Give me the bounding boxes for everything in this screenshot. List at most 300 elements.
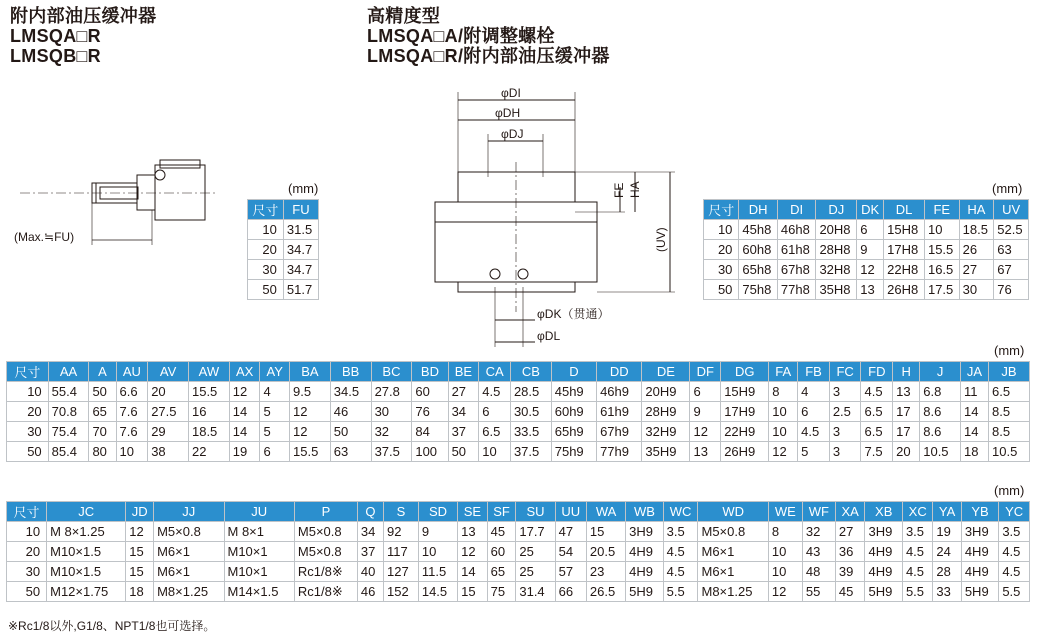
bottom-unit: (mm) <box>994 483 1025 498</box>
table-cell: 7.5 <box>861 442 893 462</box>
fu-dimension-label: (Max.≒FU) <box>14 230 75 244</box>
table-cell: 70 <box>89 422 116 442</box>
table-row <box>7 422 1030 442</box>
table-cell: 7.6 <box>116 402 148 422</box>
column-header-jd: JD <box>126 502 154 522</box>
column-header-uv: UV <box>994 200 1029 220</box>
table-cell: M10×1 <box>224 542 294 562</box>
table-cell: 5 <box>798 442 830 462</box>
table-cell: 32 <box>802 522 835 542</box>
table-cell: 27.5 <box>148 402 189 422</box>
column-header-dd: DD <box>597 362 642 382</box>
table-cell: 100 <box>412 442 448 462</box>
size-header: 尺寸 <box>7 362 49 382</box>
table-cell: 12 <box>229 382 260 402</box>
size-cell: 20 <box>704 240 739 260</box>
table-cell: 6 <box>479 402 511 422</box>
table-cell: M10×1.5 <box>47 542 126 562</box>
size-cell: 30 <box>248 260 284 280</box>
table-cell: 4.5 <box>663 562 698 582</box>
table-cell: 4H9 <box>626 562 663 582</box>
table-cell: 60h8 <box>739 240 778 260</box>
table-cell: M 8×1.25 <box>47 522 126 542</box>
column-header-dg: DG <box>721 362 769 382</box>
table-cell: 4.5 <box>663 542 698 562</box>
table-cell: 31.5 <box>283 220 318 240</box>
table-cell: 10 <box>769 402 798 422</box>
table-cell: 54 <box>555 542 586 562</box>
table-cell: 6.5 <box>479 422 511 442</box>
column-header-wf: WF <box>802 502 835 522</box>
table-cell: 16 <box>188 402 229 422</box>
table-cell: M6×1 <box>698 542 768 562</box>
column-header-we: WE <box>768 502 802 522</box>
table-cell: 45h8 <box>739 220 778 240</box>
table-cell: 3H9 <box>961 522 998 542</box>
table-row <box>7 562 1030 582</box>
main-unit: (mm) <box>994 343 1025 358</box>
table-cell: 33 <box>933 582 961 602</box>
column-header-bc: BC <box>371 362 412 382</box>
column-header-q: Q <box>357 502 383 522</box>
table-cell: 26.5 <box>586 582 625 602</box>
column-header-av: AV <box>148 362 189 382</box>
table-cell: 15 <box>458 582 488 602</box>
column-header-su: SU <box>516 502 555 522</box>
table-row <box>704 280 1029 300</box>
column-header-sd: SD <box>418 502 457 522</box>
table-cell: 47 <box>555 522 586 542</box>
table-cell: M10×1 <box>224 562 294 582</box>
table-cell: 35H9 <box>642 442 690 462</box>
table-cell: 12 <box>290 422 331 442</box>
table-row <box>7 442 1030 462</box>
table-cell: 39 <box>835 562 865 582</box>
table-cell: 14 <box>961 402 989 422</box>
table-cell: 33.5 <box>510 422 551 442</box>
column-header-ax: AX <box>229 362 260 382</box>
table-cell: 31.4 <box>516 582 555 602</box>
table-cell: 8.5 <box>989 422 1030 442</box>
table-cell: 22H8 <box>884 260 925 280</box>
column-header-sf: SF <box>487 502 516 522</box>
size-header: 尺寸 <box>704 200 739 220</box>
size-header: 尺寸 <box>7 502 47 522</box>
table-cell: M6×1 <box>698 562 768 582</box>
table-cell: 10 <box>768 562 802 582</box>
table-row <box>704 220 1029 240</box>
table-cell: 27 <box>448 382 479 402</box>
table-cell: 51.7 <box>283 280 318 300</box>
table-cell: 45 <box>487 522 516 542</box>
column-header-p: P <box>294 502 357 522</box>
table-cell: 4H9 <box>865 542 902 562</box>
table-cell: 8.6 <box>920 422 961 442</box>
table-cell: 4.5 <box>902 562 932 582</box>
size-cell: 10 <box>248 220 284 240</box>
table-row <box>7 382 1030 402</box>
table-cell: 6 <box>857 220 884 240</box>
table-cell: 48 <box>802 562 835 582</box>
table-cell: 5 <box>260 402 290 422</box>
column-header-xa: XA <box>835 502 865 522</box>
table-cell: 17.7 <box>516 522 555 542</box>
size-cell: 30 <box>7 562 47 582</box>
column-header-fu: FU <box>283 200 318 220</box>
size-cell: 30 <box>704 260 739 280</box>
table-cell: 52.5 <box>994 220 1029 240</box>
table-cell: 4 <box>798 382 830 402</box>
table-cell: 30.5 <box>510 402 551 422</box>
column-header-fc: FC <box>829 362 861 382</box>
table-cell: 36 <box>835 542 865 562</box>
column-header-wc: WC <box>663 502 698 522</box>
table-cell: 34.7 <box>283 240 318 260</box>
table-cell: M12×1.75 <box>47 582 126 602</box>
column-header-aw: AW <box>188 362 229 382</box>
table-row <box>248 240 319 260</box>
column-header-de: DE <box>642 362 690 382</box>
shock-absorber-drawing <box>0 150 225 260</box>
table-cell: 3 <box>829 442 861 462</box>
table-cell: 50 <box>330 422 371 442</box>
dh-unit: (mm) <box>992 181 1023 196</box>
table-cell: 127 <box>383 562 418 582</box>
table-cell: 34.7 <box>283 260 318 280</box>
ha-label: HA <box>628 181 642 198</box>
column-header-dk: DK <box>857 200 884 220</box>
table-cell: 20H8 <box>816 220 857 240</box>
table-cell: 46 <box>330 402 371 422</box>
table-cell: 57 <box>555 562 586 582</box>
table-cell: 10.5 <box>989 442 1030 462</box>
table-cell: 32H8 <box>816 260 857 280</box>
table-cell: M5×0.8 <box>294 522 357 542</box>
column-header-ba: BA <box>290 362 331 382</box>
table-cell: 34 <box>357 522 383 542</box>
table-cell: 50 <box>89 382 116 402</box>
table-cell: 8.6 <box>920 402 961 422</box>
table-cell: 28 <box>933 562 961 582</box>
table-cell: M8×1.25 <box>154 582 224 602</box>
table-cell: 65h8 <box>739 260 778 280</box>
header-right-line1: 高精度型 <box>367 6 441 26</box>
size-cell: 50 <box>7 442 49 462</box>
table-cell: 6.5 <box>861 422 893 442</box>
table-cell: 35H8 <box>816 280 857 300</box>
table-cell: 65h9 <box>551 422 596 442</box>
table-cell: 20H9 <box>642 382 690 402</box>
table-cell: 9.5 <box>290 382 331 402</box>
table-cell: 12 <box>857 260 884 280</box>
table-cell: M6×1 <box>154 542 224 562</box>
table-cell: 45 <box>835 582 865 602</box>
table-cell: 10 <box>479 442 511 462</box>
table-cell: 3.5 <box>902 522 932 542</box>
di-label: φDI <box>501 86 521 100</box>
table-cell: 6.6 <box>116 382 148 402</box>
table-cell: 6.5 <box>989 382 1030 402</box>
column-header-jb: JB <box>989 362 1030 382</box>
column-header-fb: FB <box>798 362 830 382</box>
table-cell: 11.5 <box>418 562 457 582</box>
table-cell: 32 <box>371 422 412 442</box>
column-header-dh: DH <box>739 200 778 220</box>
table-cell: 55 <box>802 582 835 602</box>
table-cell: 4.5 <box>999 542 1030 562</box>
table-cell: 10 <box>768 542 802 562</box>
table-cell: 27 <box>835 522 865 542</box>
table-cell: 6 <box>798 402 830 422</box>
header-right <box>367 6 610 66</box>
table-cell: 34.5 <box>330 382 371 402</box>
table-cell: 14 <box>961 422 989 442</box>
table-row <box>248 220 319 240</box>
header-left-line2: LMSQA□R <box>10 26 101 46</box>
column-header-bb: BB <box>330 362 371 382</box>
table-cell: 61h9 <box>597 402 642 422</box>
table-cell: 43 <box>802 542 835 562</box>
table-cell: 13 <box>458 522 488 542</box>
table-cell: M5×0.8 <box>698 522 768 542</box>
table-cell: 6.5 <box>861 402 893 422</box>
column-header-wb: WB <box>626 502 663 522</box>
dk-label: φDK（贯通） <box>537 307 610 321</box>
table-cell: 67 <box>994 260 1029 280</box>
table-cell: 20 <box>893 442 920 462</box>
column-header-se: SE <box>458 502 488 522</box>
table-cell: 11 <box>961 382 989 402</box>
table-cell: 13 <box>893 382 920 402</box>
table-cell: 4 <box>260 382 290 402</box>
table-row <box>248 280 319 300</box>
table-cell: 25 <box>516 542 555 562</box>
column-header-wa: WA <box>586 502 625 522</box>
fe-label: FE <box>612 182 626 198</box>
column-header-ha: HA <box>959 200 994 220</box>
table-cell: 5.5 <box>663 582 698 602</box>
table-cell: 37 <box>448 422 479 442</box>
table-cell: 63 <box>330 442 371 462</box>
column-header-a: A <box>89 362 116 382</box>
table-cell: 10 <box>924 220 959 240</box>
size-cell: 20 <box>248 240 284 260</box>
table-cell: 37.5 <box>510 442 551 462</box>
table-cell: Rc1/8※ <box>294 562 357 582</box>
size-cell: 50 <box>704 280 739 300</box>
dimension-table-dh <box>703 199 1029 300</box>
table-cell: 37 <box>357 542 383 562</box>
table-cell: 60h9 <box>551 402 596 422</box>
table-cell: M 8×1 <box>224 522 294 542</box>
dimension-table-jc <box>6 501 1030 602</box>
table-cell: 38 <box>148 442 189 462</box>
table-cell: 46h8 <box>777 220 816 240</box>
column-header-di: DI <box>777 200 816 220</box>
table-cell: 14.5 <box>418 582 457 602</box>
column-header-yb: YB <box>961 502 998 522</box>
dh-label: φDH <box>495 106 521 120</box>
table-cell: 12 <box>126 522 154 542</box>
fu-unit: (mm) <box>288 181 319 196</box>
table-cell: 10 <box>418 542 457 562</box>
table-cell: 67h9 <box>597 422 642 442</box>
header-right-line3: LMSQA□R/附内部油压缓冲器 <box>367 46 610 66</box>
table-cell: 4.5 <box>902 542 932 562</box>
table-cell: 75h9 <box>551 442 596 462</box>
table-row <box>7 402 1030 422</box>
column-header-fa: FA <box>769 362 798 382</box>
table-cell: 9 <box>690 402 721 422</box>
table-cell: 76 <box>412 402 448 422</box>
column-header-fe: FE <box>924 200 959 220</box>
column-header-xb: XB <box>865 502 902 522</box>
table-cell: 65 <box>487 562 516 582</box>
table-cell: 45h9 <box>551 382 596 402</box>
dimension-table-main <box>6 361 1030 462</box>
table-cell: 15.5 <box>188 382 229 402</box>
table-cell: 24 <box>933 542 961 562</box>
table-cell: 3.5 <box>999 522 1030 542</box>
table-cell: M8×1.25 <box>698 582 768 602</box>
size-cell: 50 <box>248 280 284 300</box>
table-cell: 55.4 <box>48 382 89 402</box>
table-cell: 15 <box>126 562 154 582</box>
table-cell: 15.5 <box>924 240 959 260</box>
table-cell: 17 <box>893 422 920 442</box>
table-cell: 65 <box>89 402 116 422</box>
table-cell: 80 <box>89 442 116 462</box>
table-cell: 15H8 <box>884 220 925 240</box>
table-cell: 77h9 <box>597 442 642 462</box>
table-cell: 77h8 <box>777 280 816 300</box>
table-cell: 3H9 <box>626 522 663 542</box>
table-cell: 26H8 <box>884 280 925 300</box>
column-header-cb: CB <box>510 362 551 382</box>
column-header-ju: JU <box>224 502 294 522</box>
size-cell: 20 <box>7 542 47 562</box>
table-cell: 12 <box>769 442 798 462</box>
column-header-aa: AA <box>48 362 89 382</box>
column-header-xc: XC <box>902 502 932 522</box>
table-row <box>704 260 1029 280</box>
table-cell: 3.5 <box>663 522 698 542</box>
table-cell: 8.5 <box>989 402 1030 422</box>
header-left-line3: LMSQB□R <box>10 46 101 66</box>
size-cell: 50 <box>7 582 47 602</box>
table-cell: M14×1.5 <box>224 582 294 602</box>
table-cell: 17H9 <box>721 402 769 422</box>
uv-label: (UV) <box>654 227 668 252</box>
table-cell: 30 <box>371 402 412 422</box>
column-header-s: S <box>383 502 418 522</box>
column-header-ja: JA <box>961 362 989 382</box>
table-cell: 28H9 <box>642 402 690 422</box>
table-cell: M6×1 <box>154 562 224 582</box>
table-cell: 6 <box>690 382 721 402</box>
column-header-fd: FD <box>861 362 893 382</box>
table-cell: 19 <box>933 522 961 542</box>
column-header-bd: BD <box>412 362 448 382</box>
table-cell: 14 <box>458 562 488 582</box>
size-cell: 20 <box>7 402 49 422</box>
footnote: ※Rc1/8以外,G1/8、NPT1/8也可选择。 <box>8 619 216 633</box>
table-cell: 4.5 <box>479 382 511 402</box>
table-cell: 76 <box>994 280 1029 300</box>
table-cell: 12 <box>690 422 721 442</box>
table-cell: 4H9 <box>961 562 998 582</box>
column-header-dj: DJ <box>816 200 857 220</box>
table-cell: 4H9 <box>961 542 998 562</box>
table-cell: 63 <box>994 240 1029 260</box>
table-cell: 9 <box>418 522 457 542</box>
table-cell: 37.5 <box>371 442 412 462</box>
column-header-j: J <box>920 362 961 382</box>
table-cell: 28H8 <box>816 240 857 260</box>
table-cell: 5H9 <box>626 582 663 602</box>
table-cell: 13 <box>690 442 721 462</box>
table-cell: 25 <box>516 562 555 582</box>
table-cell: 84 <box>412 422 448 442</box>
column-header-yc: YC <box>999 502 1030 522</box>
column-header-jc: JC <box>47 502 126 522</box>
table-cell: 8 <box>768 522 802 542</box>
table-cell: 27 <box>959 260 994 280</box>
table-cell: 18.5 <box>188 422 229 442</box>
table-cell: 117 <box>383 542 418 562</box>
table-cell: 10.5 <box>920 442 961 462</box>
table-cell: 75h8 <box>739 280 778 300</box>
table-cell: 92 <box>383 522 418 542</box>
table-cell: 29 <box>148 422 189 442</box>
dj-label: φDJ <box>501 127 524 141</box>
table-row <box>7 542 1030 562</box>
table-cell: 17.5 <box>924 280 959 300</box>
table-cell: 14 <box>229 422 260 442</box>
table-cell: 152 <box>383 582 418 602</box>
table-cell: 18 <box>961 442 989 462</box>
table-cell: 5.5 <box>999 582 1030 602</box>
column-header-wd: WD <box>698 502 768 522</box>
table-cell: 50 <box>448 442 479 462</box>
table-cell: 18.5 <box>959 220 994 240</box>
table-row <box>248 260 319 280</box>
size-header: 尺寸 <box>248 200 284 220</box>
table-cell: 75 <box>487 582 516 602</box>
table-cell: 5H9 <box>961 582 998 602</box>
table-cell: 4.5 <box>861 382 893 402</box>
table-cell: M5×0.8 <box>294 542 357 562</box>
table-cell: 61h8 <box>777 240 816 260</box>
header-right-line2: LMSQA□A/附调整螺栓 <box>367 26 555 46</box>
table-cell: 67h8 <box>777 260 816 280</box>
header-left <box>10 6 156 66</box>
table-cell: 75.4 <box>48 422 89 442</box>
table-cell: 15 <box>126 542 154 562</box>
table-cell: 23 <box>586 562 625 582</box>
column-header-dl: DL <box>884 200 925 220</box>
table-cell: 22 <box>188 442 229 462</box>
size-cell: 10 <box>7 522 47 542</box>
table-cell: 34 <box>448 402 479 422</box>
column-header-ya: YA <box>933 502 961 522</box>
table-cell: 19 <box>229 442 260 462</box>
table-cell: 18 <box>126 582 154 602</box>
table-cell: 2.5 <box>829 402 861 422</box>
table-cell: 15.5 <box>290 442 331 462</box>
size-cell: 30 <box>7 422 49 442</box>
table-cell: 85.4 <box>48 442 89 462</box>
